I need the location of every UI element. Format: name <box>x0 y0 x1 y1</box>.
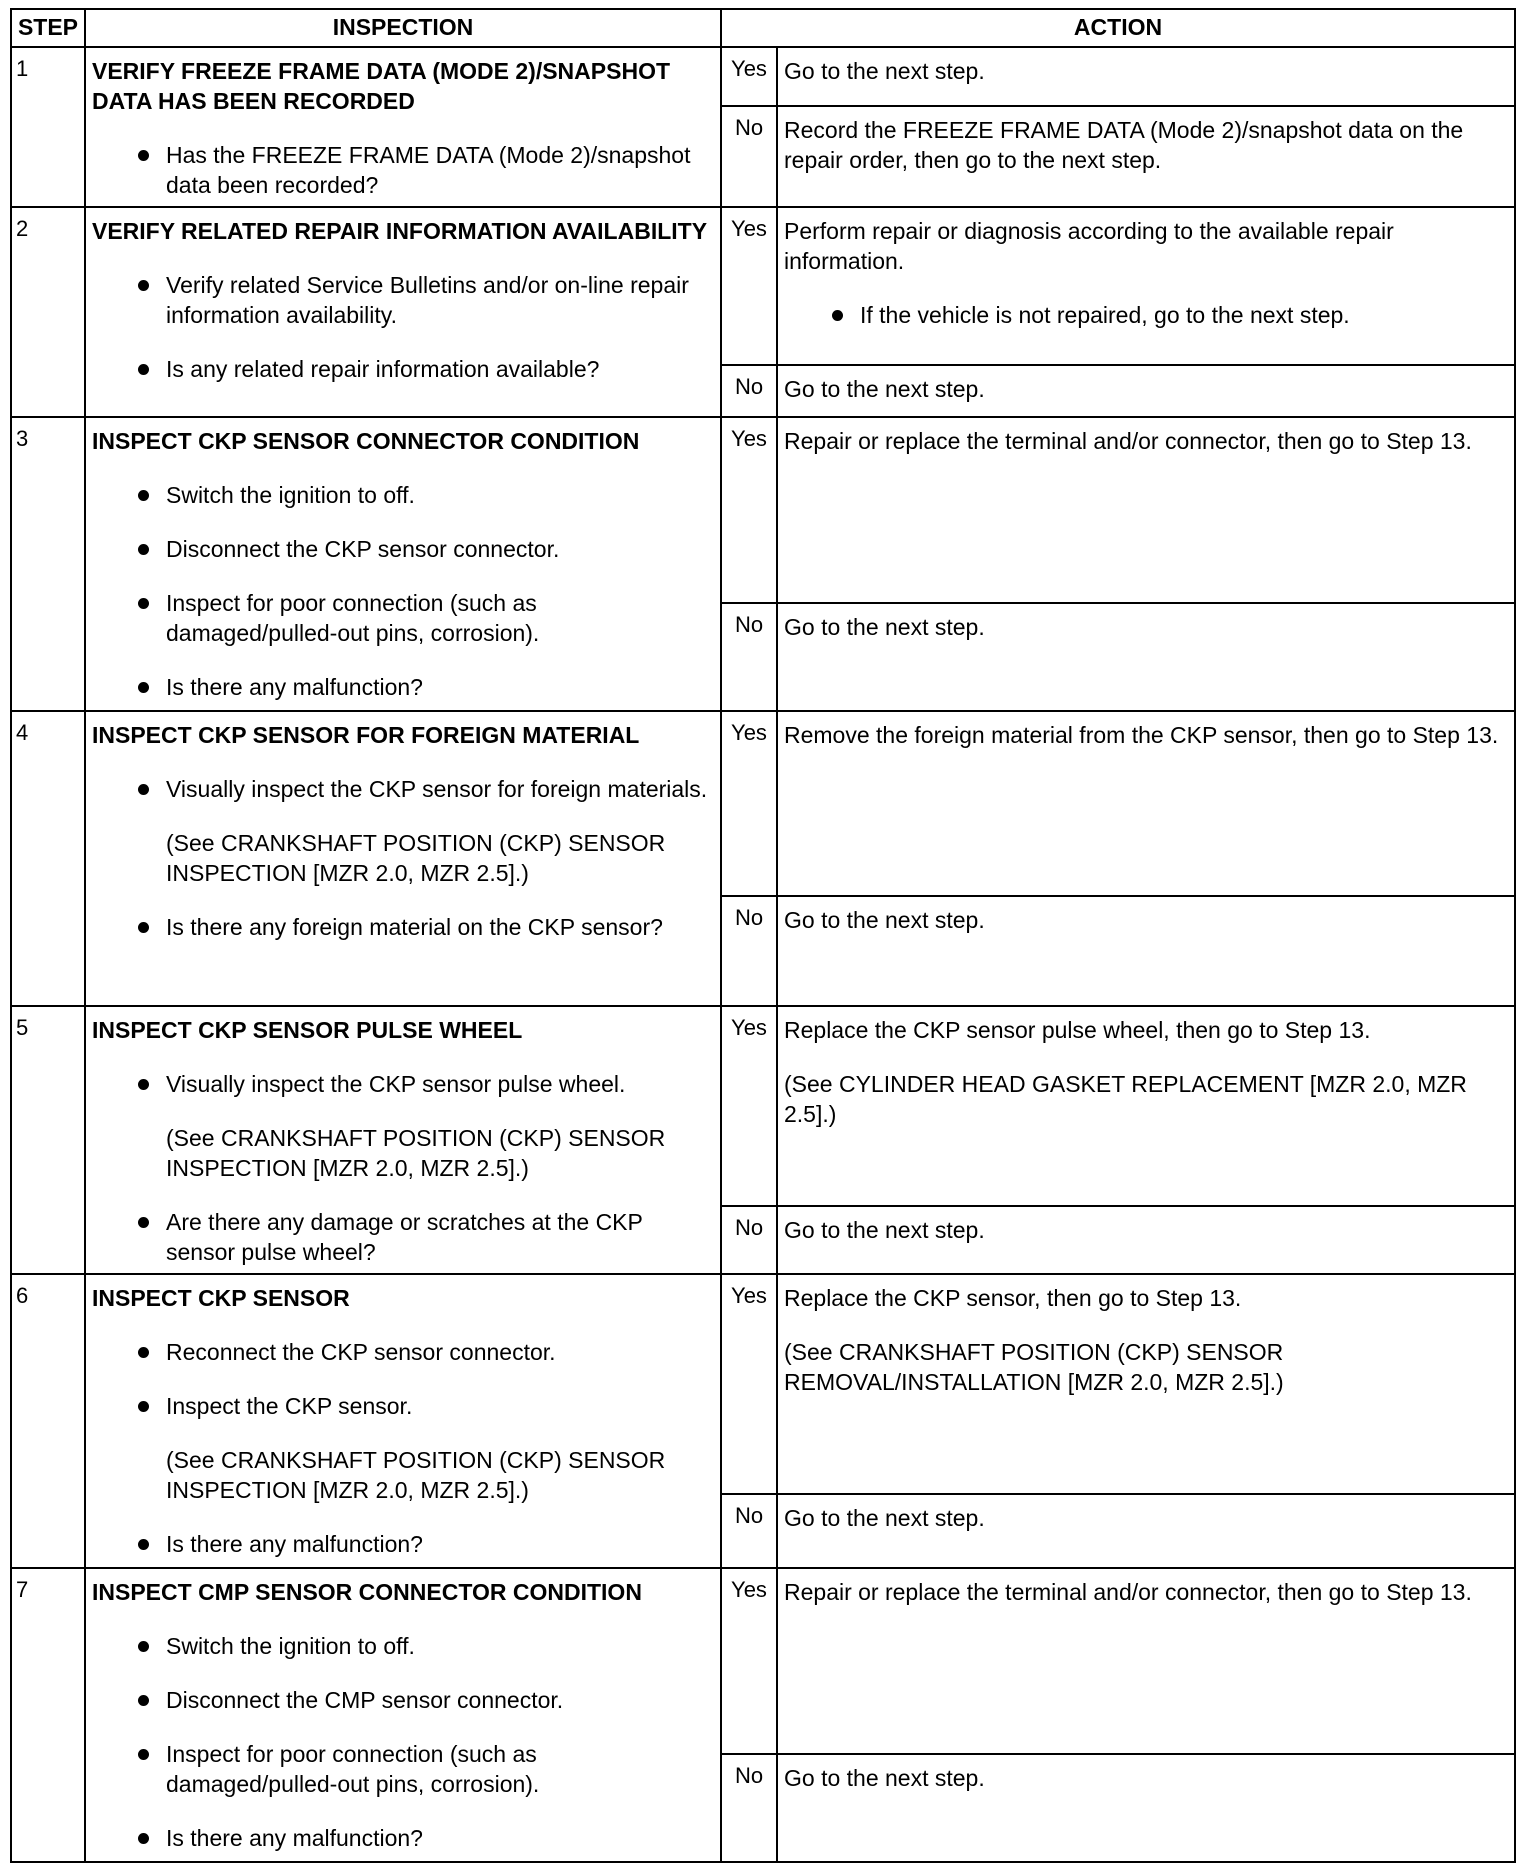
yes-action: Repair or replace the terminal and/or connector, then go to Step 13. <box>777 1568 1515 1754</box>
step-title: VERIFY RELATED REPAIR INFORMATION AVAILABILITY <box>92 218 708 244</box>
bullet-item: Inspect for poor connection (such as damaged/pulled-out pins, corrosion). <box>92 1739 714 1799</box>
step-title: VERIFY FREEZE FRAME DATA (MODE 2)/SNAPSHOT DATA HAS BEEN RECORDED <box>92 58 671 114</box>
header-inspection: INSPECTION <box>85 9 721 47</box>
yes-label: Yes <box>721 1274 777 1494</box>
step-title: INSPECT CKP SENSOR CONNECTOR CONDITION <box>92 428 640 454</box>
step-row <box>11 1568 1515 1754</box>
yes-label: Yes <box>721 207 777 365</box>
header-action: ACTION <box>721 9 1515 47</box>
step-number: 2 <box>11 207 85 417</box>
no-action: Go to the next step. <box>777 1494 1515 1568</box>
step-row <box>11 711 1515 896</box>
no-label: No <box>721 1206 777 1274</box>
yes-action: Go to the next step. <box>777 47 1515 106</box>
step-number: 6 <box>11 1274 85 1568</box>
step-number: 3 <box>11 417 85 711</box>
bullet-item: Disconnect the CMP sensor connector. <box>92 1685 714 1715</box>
no-label: No <box>721 106 777 207</box>
bullet-item: Inspect for poor connection (such as damaged/pulled-out pins, corrosion). <box>92 588 714 648</box>
yes-action: Perform repair or diagnosis according to the available repair information. <box>784 218 1394 274</box>
inspection-cell <box>85 207 721 417</box>
bullet-item: Are there any damage or scratches at the CKP sensor pulse wheel? <box>92 1207 714 1267</box>
bullet-item: Is any related repair information available? <box>92 354 714 384</box>
inspection-cell <box>85 711 721 1006</box>
no-action: Go to the next step. <box>777 1754 1515 1862</box>
step-title: INSPECT CMP SENSOR CONNECTOR CONDITION <box>92 1579 642 1605</box>
yes-action-cell <box>777 207 1515 365</box>
bullet-item: Has the FREEZE FRAME DATA (Mode 2)/snapshot data been recorded? <box>92 140 714 200</box>
step-title: INSPECT CKP SENSOR FOR FOREIGN MATERIAL <box>92 722 640 748</box>
step-number: 5 <box>11 1006 85 1274</box>
step-title: INSPECT CKP SENSOR <box>92 1285 350 1311</box>
yes-label: Yes <box>721 47 777 106</box>
bullet-item: Verify related Service Bulletins and/or on-line repair information availability. <box>92 270 714 330</box>
inspection-cell <box>85 47 721 207</box>
inspection-cell <box>85 1006 721 1274</box>
step-row <box>11 207 1515 365</box>
step-row <box>11 1006 1515 1206</box>
bullet-item: Inspect the CKP sensor. <box>92 1391 714 1421</box>
yes-label: Yes <box>721 1006 777 1206</box>
reference-note: (See CYLINDER HEAD GASKET REPLACEMENT [MZR 2.0, MZR 2.5].) <box>784 1071 1467 1127</box>
no-label: No <box>721 896 777 1006</box>
no-action: Go to the next step. <box>777 603 1515 711</box>
no-action: Go to the next step. <box>777 365 1515 417</box>
step-number: 7 <box>11 1568 85 1862</box>
step-number: 4 <box>11 711 85 1006</box>
no-label: No <box>721 365 777 417</box>
bullet-item: Switch the ignition to off. <box>92 1631 714 1661</box>
header-step: STEP <box>11 9 85 47</box>
step-row <box>11 417 1515 603</box>
yes-action: Repair or replace the terminal and/or connector, then go to Step 13. <box>777 417 1515 603</box>
bullet-item: Is there any foreign material on the CKP sensor? <box>92 912 714 942</box>
bullet-item: Is there any malfunction? <box>92 1529 714 1559</box>
no-label: No <box>721 1494 777 1568</box>
yes-label: Yes <box>721 417 777 603</box>
yes-label: Yes <box>721 711 777 896</box>
yes-action-cell <box>777 1274 1515 1494</box>
bullet-item: Switch the ignition to off. <box>92 480 714 510</box>
no-action: Go to the next step. <box>777 896 1515 1006</box>
step-title: INSPECT CKP SENSOR PULSE WHEEL <box>92 1017 523 1043</box>
reference-note: (See CRANKSHAFT POSITION (CKP) SENSOR INSPECTION [MZR 2.0, MZR 2.5].) <box>166 1447 666 1503</box>
yes-action-cell <box>777 1006 1515 1206</box>
reference-note: (See CRANKSHAFT POSITION (CKP) SENSOR INSPECTION [MZR 2.0, MZR 2.5].) <box>166 830 666 886</box>
inspection-cell <box>85 1568 721 1862</box>
yes-action: Replace the CKP sensor, then go to Step 13. <box>784 1285 1242 1311</box>
inspection-cell <box>85 1274 721 1568</box>
no-label: No <box>721 603 777 711</box>
action-bullet: If the vehicle is not repaired, go to the next step. <box>784 300 1506 330</box>
bullet-item: Is there any malfunction? <box>92 1823 714 1853</box>
yes-action: Remove the foreign material from the CKP sensor, then go to Step 13. <box>777 711 1515 896</box>
bullet-item: Reconnect the CKP sensor connector. <box>92 1337 714 1367</box>
no-action: Go to the next step. <box>777 1206 1515 1274</box>
inspection-cell <box>85 417 721 711</box>
step-row <box>11 47 1515 106</box>
diagnostic-table <box>10 8 1516 1863</box>
reference-note: (See CRANKSHAFT POSITION (CKP) SENSOR INSPECTION [MZR 2.0, MZR 2.5].) <box>166 1125 666 1181</box>
step-row <box>11 1274 1515 1494</box>
bullet-item: Visually inspect the CKP sensor pulse wheel. <box>92 1069 714 1099</box>
bullet-item: Disconnect the CKP sensor connector. <box>92 534 714 564</box>
header-row <box>11 9 1515 47</box>
yes-action: Replace the CKP sensor pulse wheel, then go to Step 13. <box>784 1017 1371 1043</box>
no-action: Record the FREEZE FRAME DATA (Mode 2)/snapshot data on the repair order, then go to the next step. <box>777 106 1515 207</box>
no-label: No <box>721 1754 777 1862</box>
bullet-item: Visually inspect the CKP sensor for foreign materials. <box>92 774 714 804</box>
bullet-item: Is there any malfunction? <box>92 672 714 702</box>
yes-label: Yes <box>721 1568 777 1754</box>
reference-note: (See CRANKSHAFT POSITION (CKP) SENSOR REMOVAL/INSTALLATION [MZR 2.0, MZR 2.5].) <box>784 1339 1284 1395</box>
step-number: 1 <box>11 47 85 207</box>
diagnostic-procedure <box>10 8 1514 1863</box>
